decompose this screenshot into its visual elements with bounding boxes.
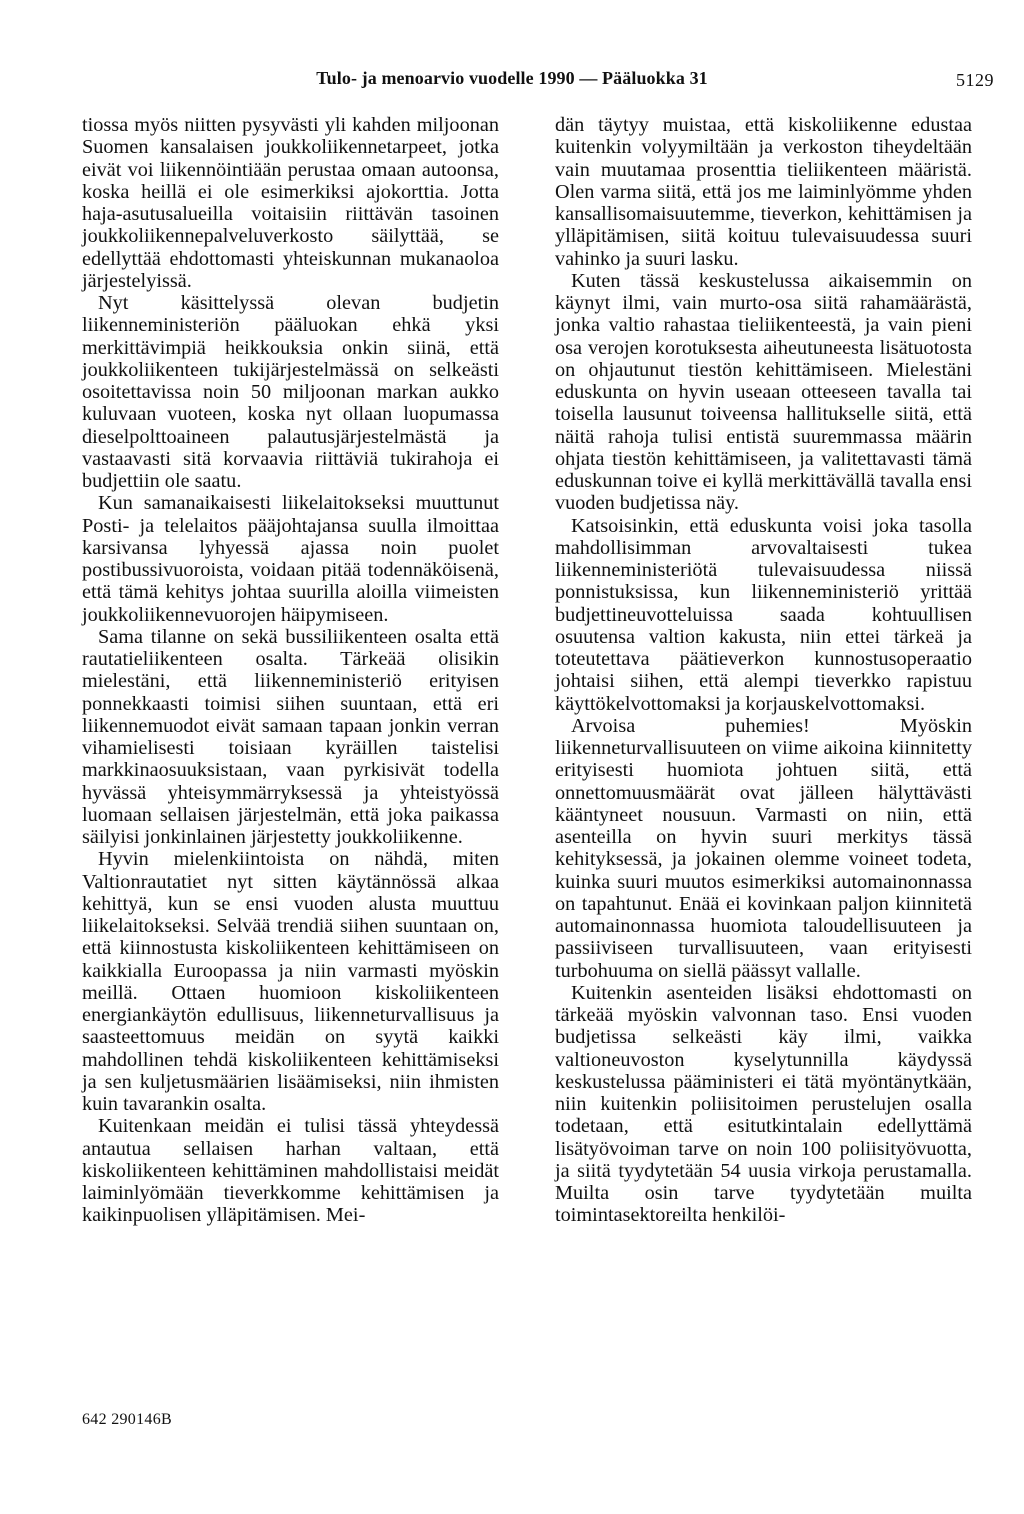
- paragraph: Kuitenkin asenteiden lisäksi ehdottomasti on tärkeää myöskin valvonnan taso. Ensi vuoden budjetissa selkeästi käy ilmi, vaikka valtioneuvoston kyselytunnilla käydyssä keskustelussa pääministeri ei tätä myöntänytkään, niin kuitenkin poliisitoimen perustelujen osalla todetaan, että esitutkintalain edellyttämä lisätyövoiman tarve on noin 100 poliisityövuotta, ja siitä tyydytetään 54 uusia virkoja perustamalla. Muilta osin tarve tyydytetään muilta toimintasektoreilta henkilöi-: [555, 981, 972, 1227]
- paragraph: Nyt käsittelyssä olevan budjetin liikenneministeriön pääluokan ehkä yksi merkittävimpiä heikkouksia onkin siinä, että joukkoliikenteen tukijärjestelmässä on selkeästi osoitettavissa noin 50 miljoonan markan aukko kuluvaan vuoteen, koska nyt ollaan luopumassa dieselpolttoaineen palautusjärjestelmästä ja vastaavasti sitä korvaavia riittäviä tukirahoja ei budjettiin ole saatu.: [82, 292, 499, 492]
- footer-print-code: 642 290146B: [82, 1411, 172, 1428]
- paragraph: Kun samanaikaisesti liikelaitokseksi muuttunut Posti- ja telelaitos pääjohtajansa suulla ilmoittaa karsivansa lyhyessä ajassa noin puolet postibussivuoroista, voidaan pitää todennäköisenä, että tämä kehitys johtaa suurilla aloilla viimeisten joukkoliikennevuorojen häipymiseen.: [82, 492, 499, 626]
- paragraph: tiossa myös niitten pysyvästi yli kahden miljoonan Suomen kansalaisen joukkoliikennetarpeet, jotka eivät voi liikennöintiään perustaa omaan autoonsa, koska heillä ei ole esimerkiksi ajokorttia. Jotta haja-asutusalueilla voitaisiin riittävän tasoinen joukkoliikennepalveluverkosto säilyttää, se edellyttää ehdottomasti yhteiskunnan mukanaoloa järjestelyissä.: [82, 114, 499, 292]
- running-header-title: Tulo- ja menoarvio vuodelle 1990 — Pääluokka 31: [316, 68, 708, 88]
- paragraph: Arvoisa puhemies! Myöskin liikenneturvallisuuteen on viime aikoina kiinnitetty erityisesti huomiota johtuen siitä, että onnettomuusmäärät ovat jälleen hälyttävästi kääntyneet nousuun. Varmasti on niin, että asenteilla on hyvin suuri merkitys tässä kehityksessä, ja jokainen olemme voineet todeta, kuinka suuri muutos esimerkiksi automainonnassa on tapahtunut. Enää ei kovinkaan paljon kiinnitetä automainonnassa huomiota taloudellisuuteen ja passiiviseen turvallisuuteen, vaan erityisesti turbohuuma on siellä päässyt vallalle.: [555, 714, 972, 982]
- left-column: [82, 114, 499, 1227]
- paragraph: dän täytyy muistaa, että kiskoliikenne edustaa kuitenkin volyymiltään ja verkoston tiheydeltään vain muutamaa prosenttia tieliikenteen määristä. Olen varma siitä, että jos me laiminlyömme yhden kansallisomaisuutemme, tieverkon, kehittämisen ja ylläpitämisen, siitä koituu tulevaisuudessa suuri vahinko ja suuri lasku.: [555, 114, 972, 270]
- paragraph: Hyvin mielenkiintoista on nähdä, miten Valtionrautatiet nyt sitten käytännössä alkaa kehittyä, kun se ensi vuoden alusta muuttuu liikelaitokseksi. Selvää trendiä siihen suuntaan on, että kiinnostusta kiskoliikenteen kehittämiseen on kaikkialla Euroopassa ja niin varmasti myöskin meillä. Ottaen huomioon kiskoliikenteen energiankäytön edullisuus, liikenneturvallisuus ja saasteettomuus meidän on syytä kaikki mahdollinen tehdä kiskoliikenteen kehittämiseksi ja sen kuljetusmäärien lisäämiseksi, niin ihmisten kuin tavarankin osalta.: [82, 848, 499, 1115]
- paragraph: Katsoisinkin, että eduskunta voisi joka tasolla mahdollisimman arvovaltaisesti tukea liikenneministeriötä tulevaisuudessa niissä ponnistuksissa, kun liikenneministeriö yrittää budjettineuvotteluissa saada kohtuullisen osuutensa valtion kakusta, niin ettei tärkeä ja toteutettava päätieverkon kunnostusoperaatio johtaisi siihen, että alempi tieverkko rapistuu käyttökelvottomaksi ja korjauskelvottomaksi.: [555, 514, 972, 715]
- paragraph: Sama tilanne on sekä bussiliikenteen osalta että rautatieliikenteen osalta. Tärkeää olisikin mielestäni, että liikenneministeriö erityisen ponnekkaasti toimisi siihen suuntaan, että eri liikennemuodot eivät samaan tapaan jonkin verran vihamielisesti toisiaan kyräillen taistelisi markkinaosuuksistaan, vaan pyrkisivät todella hyvässä yhteisymmärryksessä ja yhteistyössä luomaan sellaisen järjestelmän, että joka paikassa säilyisi jonkinlainen järjestetty joukkoliikenne.: [82, 625, 499, 848]
- page-number: 5129: [956, 70, 994, 90]
- paragraph: Kuten tässä keskustelussa aikaisemmin on käynyt ilmi, vain murto-osa siitä rahamäärästä, jonka valtio rahastaa tieliikenteestä, ja vain pieni osa verojen korotuksesta aiheutuneesta lisätuotosta on ohjautunut tiestön kehittämiseen. Mielestäni eduskunta on hyvin useaan otteeseen tavalla tai toisella lausunut toiveensa hallitukselle siitä, että näitä rahoja tulisi entistä suuremmassa määrin ohjata tiestön kehittämiseen, ja valitettavasti tämä eduskunnan toive ei kyllä merkittävällä tavalla ensi vuoden budjetissa näy.: [555, 269, 972, 515]
- right-column: [555, 114, 972, 1227]
- paragraph: Kuitenkaan meidän ei tulisi tässä yhteydessä antautua sellaisen harhan valtaan, että kiskoliikenteen kehittäminen mahdollistaisi meidät laiminlyömään tieverkkomme kehittämisen ja kaikinpuolisen ylläpitämisen. Mei-: [82, 1115, 499, 1227]
